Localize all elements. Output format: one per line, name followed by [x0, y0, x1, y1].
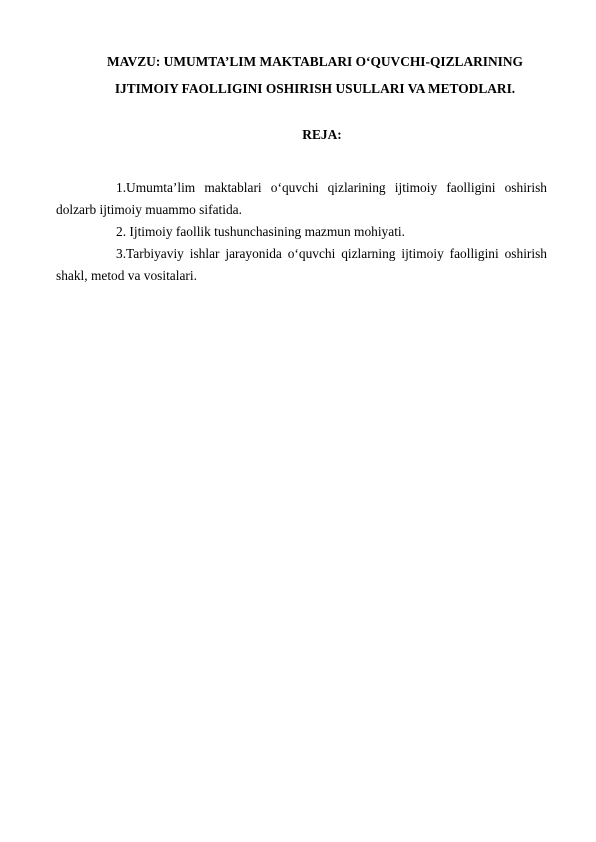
plan-item-2 — [86, 221, 547, 243]
plan-heading: REJA: — [302, 127, 342, 142]
plan-item-2-line-1: 2. Ijtimoiy faollik tushunchasining mazmun mohiyati. — [116, 224, 405, 239]
plan-item-3 — [56, 243, 547, 287]
plan-item-3-line-2: shakl, metod va vositalari. — [56, 268, 197, 283]
plan-item-1-line-2: dolzarb ijtimoiy muammo sifatida. — [56, 202, 242, 217]
plan-list — [56, 177, 547, 287]
plan-item-3-line-1: 3.Tarbiyaviy ishlar jarayonida o‘quvchi qizlarning ijtimoiy faolligini oshirish — [116, 246, 547, 261]
plan-item-1 — [56, 177, 547, 221]
document-title-line-1: MAVZU: UMUMTA’LIM MAKTABLARI O‘QUVCHI-QIZLARINING — [107, 54, 523, 69]
plan-item-1-line-1: 1.Umumta’lim maktablari o‘quvchi qizlarining ijtimoiy faolligini oshirish — [116, 180, 547, 195]
document-title-line-2: IJTIMOIY FAOLLIGINI OSHIRISH USULLARI VA METODLARI. — [114, 81, 516, 96]
